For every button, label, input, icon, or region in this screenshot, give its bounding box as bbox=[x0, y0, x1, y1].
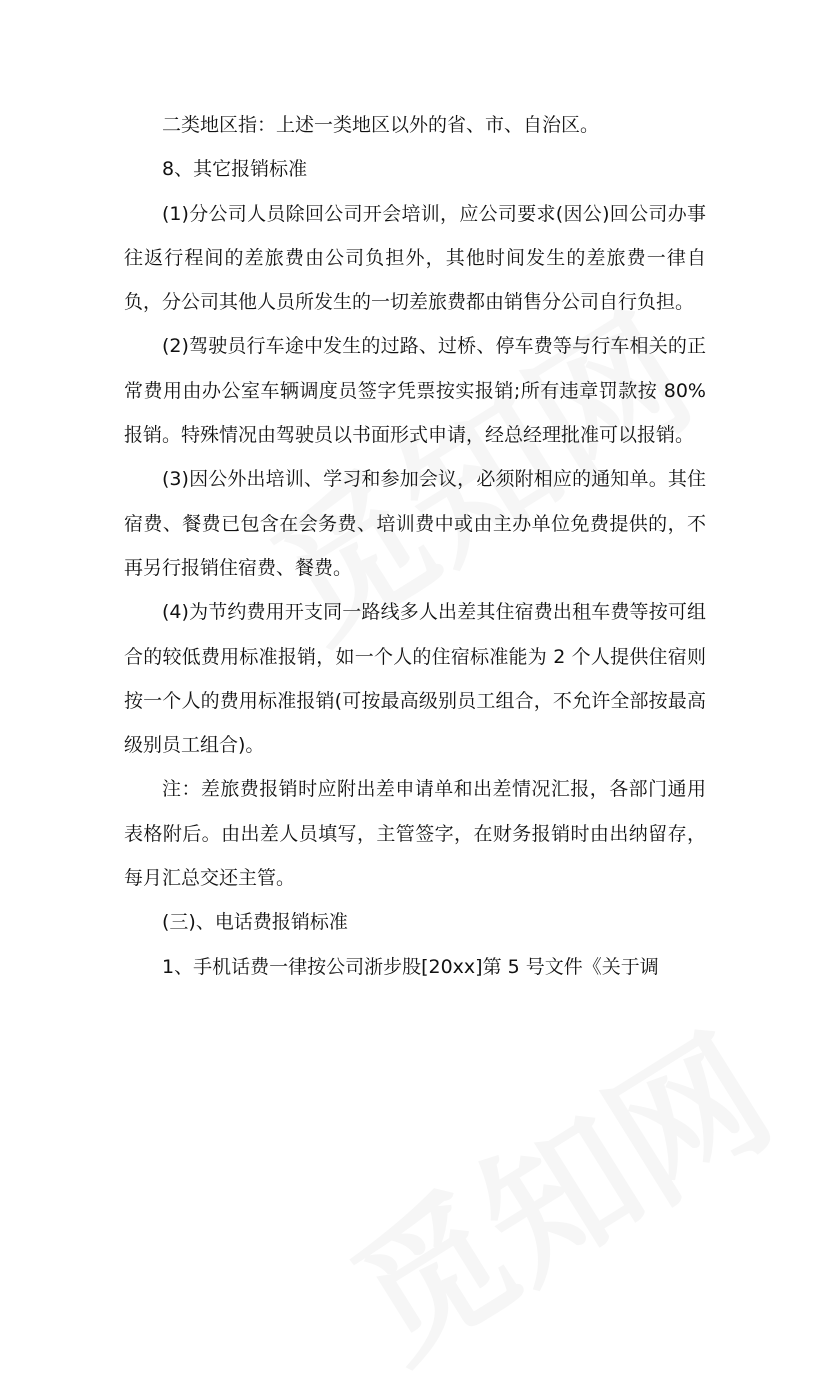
paragraph-item-2: (2)驾驶员行车途中发生的过路、过桥、停车费等与行车相关的正常费用由办公室车辆调度员签字凭票按实报销;所有违章罚款按 80%报销。特殊情况由驾驶员以书面形式申请，经总经理批准可以报销。 bbox=[124, 335, 706, 447]
document-body bbox=[124, 103, 706, 989]
paragraph-phone-item-1: 1、手机话费一律按公司浙步股[20xx]第 5 号文件《关于调 bbox=[162, 955, 659, 978]
paragraph-item-3: (3)因公外出培训、学习和参加会议，必须附相应的通知单。其住宿费、餐费已包含在会务费、培训费中或由主办单位免费提供的，不再另行报销住宿费、餐费。 bbox=[124, 468, 706, 579]
heading-other-standards: 8、其它报销标准 bbox=[162, 158, 308, 181]
paragraph-item-1: (1)分公司人员除回公司开会培训，应公司要求(因公)回公司办事往返行程间的差旅费由公司负担外，其他时间发生的差旅费一律自负，分公司其他人员所发生的一切差旅费都由销售分公司自行负担。 bbox=[124, 202, 706, 314]
watermark bbox=[307, 977, 803, 1399]
heading-phone-standards: (三)、电话费报销标准 bbox=[162, 911, 348, 934]
paragraph-region-definition: 二类地区指：上述一类地区以外的省、市、自治区。 bbox=[162, 114, 600, 136]
paragraph-note: 注：差旅费报销时应附出差申请单和出差情况汇报，各部门通用表格附后。由出差人员填写，主管签字，在财务报销时由出纳留存，每月汇总交还主管。 bbox=[124, 778, 706, 890]
paragraph-item-4: (4)为节约费用开支同一路线多人出差其住宿费出租车费等按可组合的较低费用标准报销，如一个人的住宿标准能为 2 个人提供住宿则按一个人的费用标准报销(可按最高级别员工组合，不允许全部按最高级别员工组合)。 bbox=[124, 601, 706, 757]
